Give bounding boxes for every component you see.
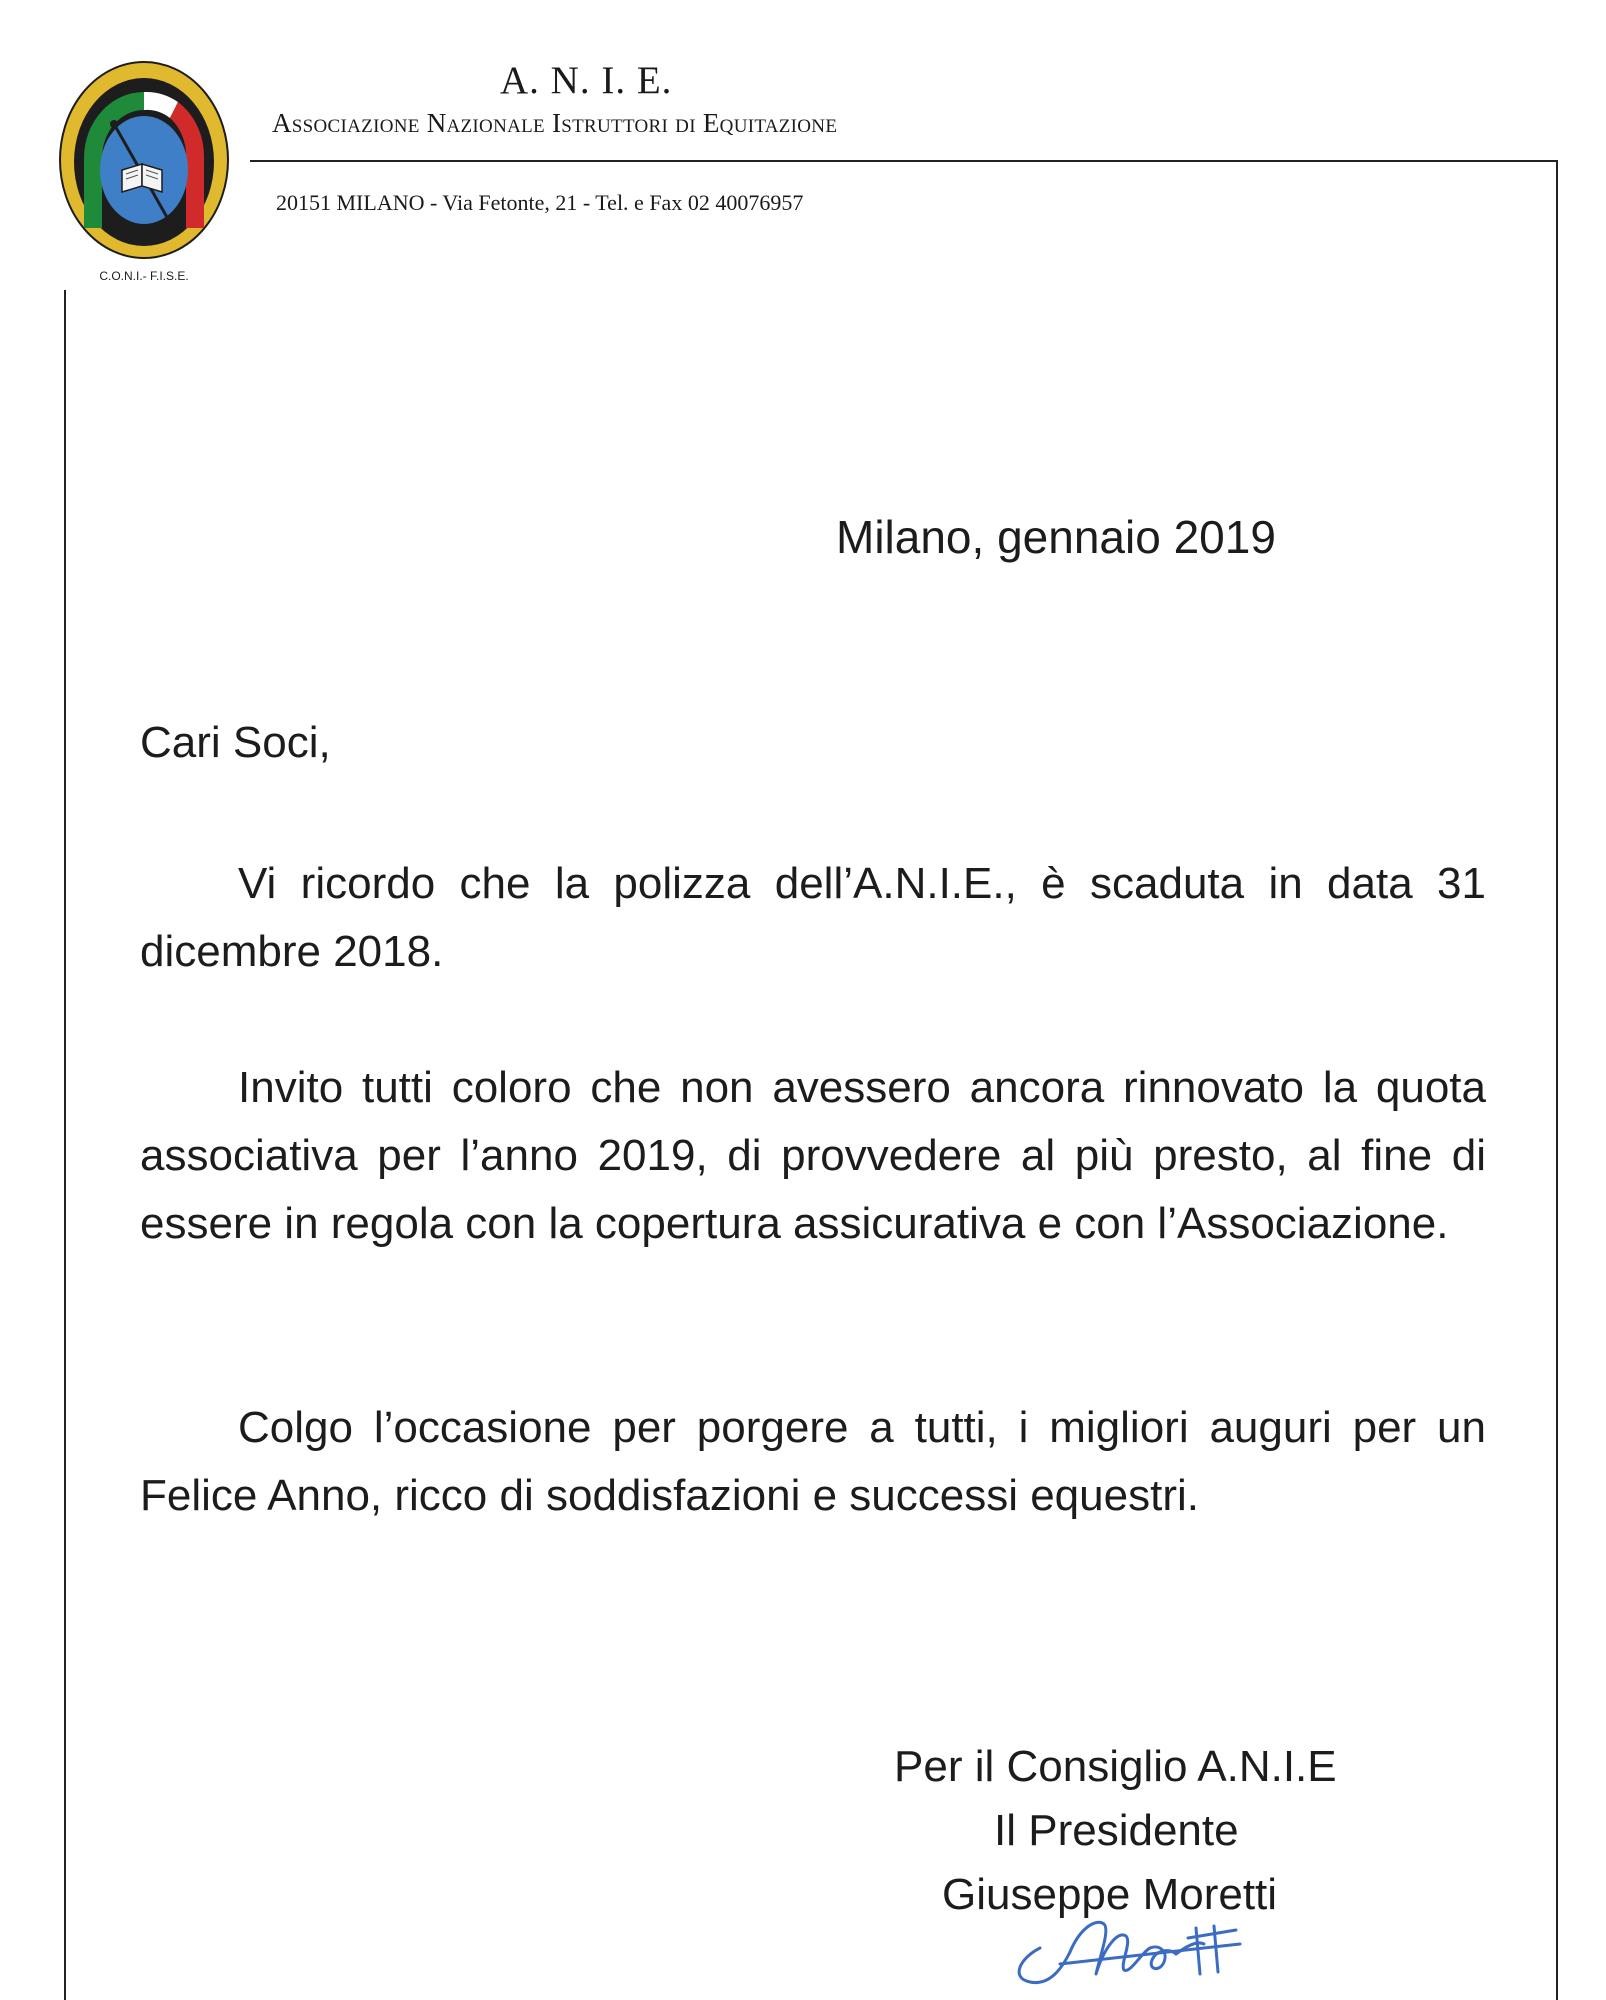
letter-paragraph: Vi ricordo che la polizza dell’A.N.I.E., è scaduta in data 31 dicembre 2018. bbox=[140, 859, 1486, 976]
letter-date: Milano, gennaio 2019 bbox=[836, 511, 1276, 563]
logo-bottom-text: C.O.N.I.- F.I.S.E. bbox=[99, 269, 189, 283]
letter-paragraph: Colgo l’occasione per porgere a tutti, i migliori auguri per un Felice Anno, ricco di soddisfazioni e successi equestri. bbox=[140, 1403, 1486, 1520]
letterhead-rule-top bbox=[250, 160, 1558, 162]
signature-icon bbox=[1000, 1878, 1260, 1988]
letterhead-rule-left bbox=[64, 290, 66, 2000]
closing-title: Il Presidente bbox=[994, 1806, 1239, 1855]
letter-salutation: Cari Soci, bbox=[140, 718, 331, 767]
anie-logo bbox=[52, 58, 237, 288]
anie-emblem-icon bbox=[52, 58, 237, 288]
letter-paragraph: Invito tutti coloro che non avessero ancora rinnovato la quota associativa per l’anno 2019, di provvedere al più presto, al fine di essere in regola con la copertura assicurativa e con l’Associazione. bbox=[140, 1063, 1486, 1248]
org-full-name: Associazione Nazionale Istruttori di Equitazione bbox=[272, 108, 838, 138]
letterhead-rule-right bbox=[1556, 160, 1558, 2000]
closing-council: Per il Consiglio A.N.I.E bbox=[894, 1742, 1337, 1791]
closing-signatory-name: Giuseppe Moretti bbox=[942, 1870, 1278, 1919]
handwritten-signature bbox=[1000, 1878, 1260, 1988]
org-address: 20151 MILANO - Via Fetonte, 21 - Tel. e Fax 02 40076957 bbox=[276, 190, 804, 215]
logo-top-text: A.N.I.E. bbox=[121, 78, 167, 93]
org-acronym: A. N. I. E. bbox=[500, 59, 673, 102]
